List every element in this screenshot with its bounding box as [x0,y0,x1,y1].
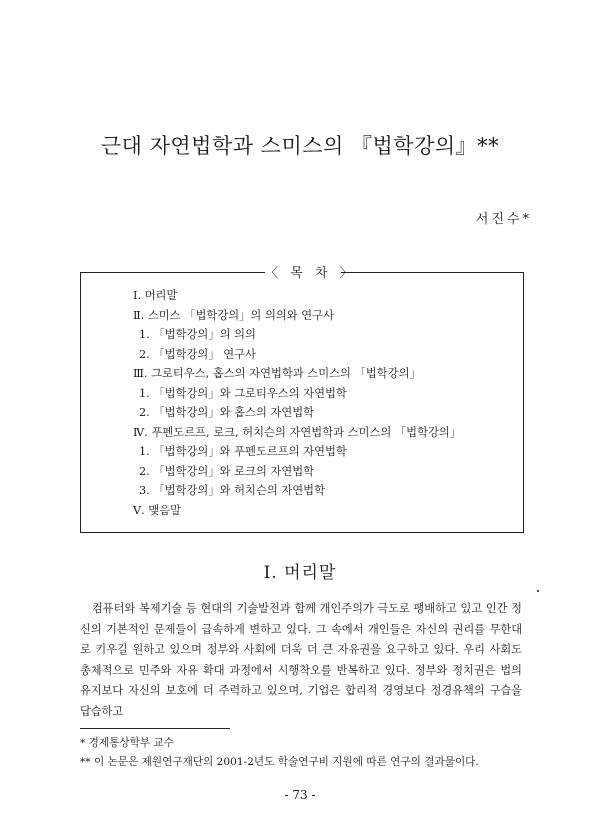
footnote-divider [80,728,230,729]
toc-item: 1. 「법학강의」의 의의 [139,328,256,341]
toc-item: 3. 「법학강의」와 허치슨의 자연법학 [139,484,326,497]
toc-item: 1. 「법학강의」와 푸펜도르프의 자연법학 [139,445,347,458]
stray-mark [537,590,539,592]
toc-item: Ⅴ. 맺음말 [133,503,182,517]
toc-item: Ⅱ. 스미스 「법학강의」의 의의와 연구사 [133,308,335,322]
toc-item: Ⅳ. 푸펜도르프, 로크, 허치슨의 자연법학과 스미스의 「법학강의」 [133,425,462,439]
toc-item: 2. 「법학강의」 연구사 [139,347,256,361]
toc-top-border-left [81,272,265,273]
toc-item: 2. 「법학강의」와 로크의 자연법학 [139,464,315,478]
toc-item: 1. 「법학강의」와 그로티우스의 자연법학 [139,386,347,400]
body-paragraph: 컴퓨터와 복제기술 등 현대의 기술발전과 함께 개인주의가 극도로 팽배하고 있고 인간 정신의 기본적인 문제들이 급속하게 변하고 있다. 그 속에서 개인들은 자신의 권리를 무한대로 키우길 원하고 있으며 정부와 사회에 더욱 더 큰 자유권을 요구하고 있다. 우리 사회도 총체적으로 민주와 자유 확대 과정에서 시행착오를 반복하고 있다. 정부와 정치권은 법의 유지보다 자신의 보호에 더 주력하고 있으며, 기업은 합리적 경영보다 정경유책의 구습을 답습하고 [80,602,522,718]
section-title: Ⅰ. 머리말 [263,563,337,583]
table-of-contents [80,266,524,533]
toc-heading: 〈 목 차 〉 [265,266,357,281]
toc-item: Ⅰ. 머리말 [133,289,178,302]
toc-list [133,286,461,520]
toc-item: 2. 「법학강의」와 홉스의 자연법학 [139,406,315,419]
footnote-funding: ** 이 논문은 제원연구재단의 2001-2년도 학술연구비 지원에 따른 연구의 결과물이다. [80,756,479,768]
paper-title: 근대 자연법학과 스미스의 『법학강의』** [100,134,500,158]
toc-item: Ⅲ. 그로티우스, 홉스의 자연법학과 스미스의 「법학강의」 [133,367,421,380]
author-name: 서진수* [475,212,532,227]
page-number: - 73 - [284,788,316,802]
footnote-affiliation: * 경제통상학부 교수 [80,737,174,749]
toc-top-border-right [341,272,523,273]
